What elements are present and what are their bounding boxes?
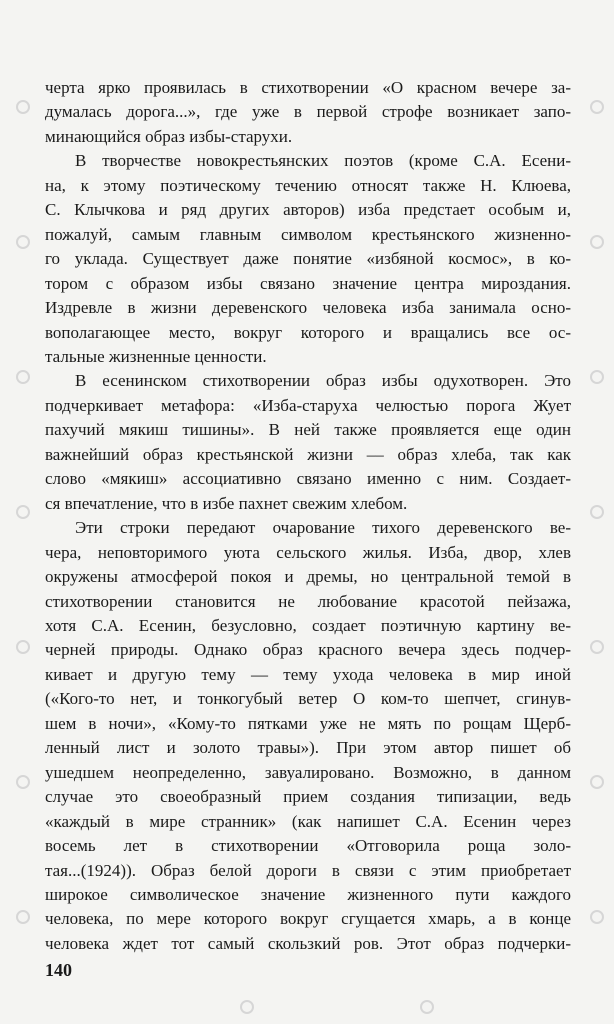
text-line: широкое символическое значение жизненного пути каждого xyxy=(45,884,571,904)
text-line: подчеркивает метафора: «Изба-старуха челюстью порога Жует xyxy=(45,395,571,415)
page-number: 140 xyxy=(45,960,72,980)
watermark-logo-icon xyxy=(16,370,30,384)
text-line: («Кого-то нет, и тонкогубый ветер О ком-то шепчет, сгинув- xyxy=(45,689,571,709)
text-line: ся впечатление, что в избе пахнет свежим хлебом. xyxy=(45,493,408,513)
text-line: восемь лет в стихотворении «Отговорила роща золо- xyxy=(45,836,571,856)
watermark-logo-icon xyxy=(16,910,30,924)
text-line: Эти строки передают очарование тихого деревенского ве- xyxy=(75,518,571,538)
text-line: черней природы. Однако образ красного вечера здесь подчер- xyxy=(45,640,571,660)
watermark-logo-icon xyxy=(16,100,30,114)
text-line: человека ждет тот самый скользкий ров. Этот образ подчерки- xyxy=(45,933,571,953)
text-line: «каждый в мире странник» (как напишет С.А. Есенин через xyxy=(45,811,571,831)
text-line: кивает и другую тему — тему ухода человека в мир иной xyxy=(45,664,571,684)
text-line: минающийся образ избы-старухи. xyxy=(45,126,293,146)
text-line: шем в ночи», «Кому-то пятками уже не мять по рощам Щерб- xyxy=(45,713,571,733)
book-page-text xyxy=(45,76,571,956)
text-line: на, к этому поэтическому течению относят также Н. Клюева, xyxy=(45,175,571,195)
text-line: тальные жизненные ценности. xyxy=(45,346,267,366)
watermark-logo-icon xyxy=(590,370,604,384)
text-line: Издревле в жизни деревенского человека изба занимала осно- xyxy=(45,298,571,318)
watermark-logo-icon xyxy=(420,1000,434,1014)
watermark-logo-icon xyxy=(16,640,30,654)
text-line: В есенинском стихотворении образ избы одухотворен. Это xyxy=(75,371,571,391)
text-line: важнейший образ крестьянской жизни –– образ хлеба, так как xyxy=(45,444,571,464)
text-line: стихотворении становится не любование красотой пейзажа, xyxy=(45,591,571,611)
text-line: хотя С.А. Есенин, безусловно, создает поэтичную картину ве- xyxy=(45,615,571,635)
text-line: ушедшем неопределенно, завуалировано. Возможно, в данном xyxy=(45,762,571,782)
watermark-logo-icon xyxy=(240,1000,254,1014)
text-line: В творчестве новокрестьянских поэтов (кроме С.А. Есени- xyxy=(75,151,571,171)
text-line: окружены атмосферой покоя и дремы, но центральной темой в xyxy=(45,567,571,587)
watermark-logo-icon xyxy=(16,775,30,789)
text-line: случае это своеобразный прием создания типизации, ведь xyxy=(45,787,571,807)
watermark-logo-icon xyxy=(16,235,30,249)
text-line: думалась дорога...», где уже в первой строфе возникает запо- xyxy=(45,102,571,122)
text-line: С. Клычкова и ряд других авторов) изба предстает особым и, xyxy=(45,200,571,220)
text-line: вополагающее место, вокруг которого и вращались все ос- xyxy=(45,322,571,342)
text-line: пахучий мякиш тишины». В ней также проявляется еще один xyxy=(45,420,571,440)
text-line: ленный лист и золото травы»). При этом автор пишет об xyxy=(45,738,571,758)
text-line: черта ярко проявилась в стихотворении «О красном вечере за- xyxy=(45,78,571,97)
watermark-logo-icon xyxy=(590,505,604,519)
watermark-logo-icon xyxy=(590,640,604,654)
text-line: человека, по мере которого вокруг сгущается хмарь, а в конце xyxy=(45,909,571,929)
text-line: тая...(1924)). Образ белой дороги в связи с этим приобретает xyxy=(45,860,571,880)
watermark-logo-icon xyxy=(590,235,604,249)
text-line: го уклада. Существует даже понятие «избяной космос», в ко- xyxy=(45,249,571,269)
watermark-logo-icon xyxy=(590,100,604,114)
text-line: пожалуй, самым главным символом крестьянского жизненно- xyxy=(45,224,571,244)
watermark-logo-icon xyxy=(590,910,604,924)
text-line: чера, неповторимого уюта сельского жилья. Изба, двор, хлев xyxy=(45,542,571,562)
watermark-logo-icon xyxy=(16,505,30,519)
watermark-logo-icon xyxy=(590,775,604,789)
text-line: тором с образом избы связано значение центра мироздания. xyxy=(45,273,571,293)
text-line: слово «мякиш» ассоциативно связано именно с ним. Создает- xyxy=(45,469,571,489)
